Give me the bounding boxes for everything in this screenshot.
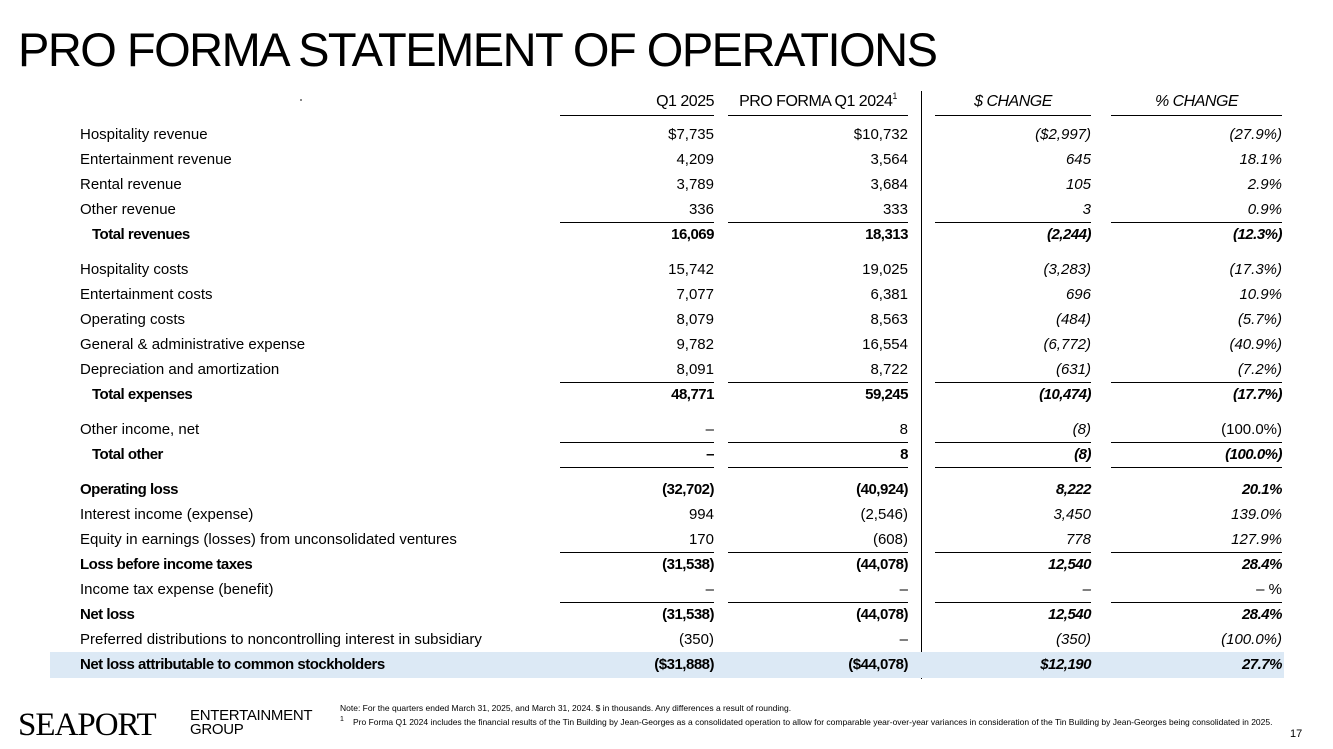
cell-pro-forma: – bbox=[899, 631, 908, 648]
row-label: Equity in earnings (losses) from unconsolidated ventures bbox=[80, 531, 457, 548]
cell-q1-2025: 15,742 bbox=[668, 261, 714, 278]
footnote-reference: 1 bbox=[892, 91, 897, 101]
column-header-pct-change: % CHANGE bbox=[1111, 91, 1282, 116]
cell-pro-forma: 59,245 bbox=[865, 386, 908, 403]
row-label: Total expenses bbox=[92, 386, 193, 403]
cell-q1-2025: (32,702) bbox=[662, 481, 714, 498]
table-row bbox=[0, 628, 1333, 653]
cell-pct-change: 10.9% bbox=[1239, 286, 1282, 303]
table-row bbox=[0, 503, 1333, 528]
cell-dollar-change: (350) bbox=[1055, 631, 1091, 648]
row-label: Total revenues bbox=[92, 226, 190, 243]
row-label: Total other bbox=[92, 446, 163, 463]
row-label: Hospitality costs bbox=[80, 261, 189, 278]
cell-dollar-change: 12,540 bbox=[1048, 606, 1091, 623]
cell-pro-forma: 333 bbox=[728, 198, 908, 223]
row-label: General & administrative expense bbox=[80, 336, 306, 353]
cell-dollar-change: $12,190 bbox=[1040, 656, 1091, 673]
table-row bbox=[0, 578, 1333, 603]
cell-pct-change: (100.0%) bbox=[1111, 418, 1282, 443]
cell-pro-forma: 3,564 bbox=[870, 151, 908, 168]
footnote-note: Note: For the quarters ended March 31, 2025, and March 31, 2024. $ in thousands. Any differences a result of rounding. bbox=[340, 703, 792, 713]
cell-pro-forma: 8 bbox=[728, 418, 908, 443]
cell-pct-change: (7.2%) bbox=[1111, 358, 1282, 383]
cell-q1-2025: 336 bbox=[560, 198, 714, 223]
cell-dollar-change: ($2,997) bbox=[1035, 126, 1091, 143]
row-label: Other revenue bbox=[80, 201, 176, 218]
cell-q1-2025: – bbox=[560, 418, 714, 443]
cell-dollar-change: (8) bbox=[935, 443, 1091, 468]
column-header-pro-forma bbox=[728, 91, 908, 116]
table-row bbox=[0, 258, 1333, 283]
row-label: Net loss attributable to common stockholders bbox=[80, 656, 385, 673]
cell-dollar-change: 105 bbox=[1065, 176, 1091, 193]
cell-dollar-change: (8) bbox=[935, 418, 1091, 443]
row-label: Income tax expense (benefit) bbox=[80, 581, 274, 598]
cell-pro-forma: 8,722 bbox=[728, 358, 908, 383]
cell-dollar-change: (484) bbox=[1055, 311, 1091, 328]
cell-q1-2025: 16,069 bbox=[671, 226, 714, 243]
cell-pct-change: (100.0%) bbox=[1221, 631, 1282, 648]
cell-pct-change: (17.3%) bbox=[1229, 261, 1282, 278]
cell-q1-2025: ($31,888) bbox=[654, 656, 714, 673]
cell-pro-forma: 16,554 bbox=[862, 336, 908, 353]
cell-pct-change: (12.3%) bbox=[1232, 226, 1282, 243]
cell-pro-forma: 8 bbox=[728, 443, 908, 468]
cell-pro-forma: – bbox=[728, 578, 908, 603]
cell-q1-2025: $7,735 bbox=[668, 126, 714, 143]
cell-pro-forma: 6,381 bbox=[870, 286, 908, 303]
cell-pct-change: (40.9%) bbox=[1229, 336, 1282, 353]
table-row bbox=[0, 333, 1333, 358]
page-number: 17 bbox=[1290, 728, 1303, 740]
table-row bbox=[0, 148, 1333, 173]
cell-dollar-change: (10,474) bbox=[1039, 386, 1091, 403]
cell-dollar-change: 3,450 bbox=[1053, 506, 1091, 523]
cell-pct-change: 2.9% bbox=[1247, 176, 1282, 193]
column-header-pro-forma-label: PRO FORMA Q1 2024 bbox=[739, 93, 893, 110]
table-row bbox=[0, 173, 1333, 198]
cell-q1-2025: 8,079 bbox=[676, 311, 714, 328]
cell-dollar-change: (631) bbox=[935, 358, 1091, 383]
table-row bbox=[0, 198, 1333, 223]
table-row-total bbox=[0, 223, 1333, 248]
cell-q1-2025: 48,771 bbox=[671, 386, 714, 403]
decorative-dot bbox=[300, 99, 302, 101]
table-row-net-loss-attributable bbox=[0, 653, 1333, 678]
cell-q1-2025: 7,077 bbox=[676, 286, 714, 303]
logo-subtitle bbox=[190, 709, 312, 737]
table-row-total bbox=[0, 383, 1333, 408]
row-label: Loss before income taxes bbox=[80, 556, 253, 573]
row-label: Operating loss bbox=[80, 481, 179, 498]
table-row bbox=[0, 283, 1333, 308]
row-label: Net loss bbox=[80, 606, 135, 623]
footnote-text: Pro Forma Q1 2024 includes the financial results of the Tin Building by Jean-Georges as a consolidated operation to allow for comparable year-over-year variances in consideration of the Tin Building by Jean-Georges being consolidated in 2025. bbox=[353, 717, 1273, 727]
cell-pro-forma: (44,078) bbox=[856, 606, 908, 623]
cell-pct-change: 18.1% bbox=[1239, 151, 1282, 168]
cell-pro-forma: ($44,078) bbox=[848, 656, 908, 673]
table-row-total bbox=[0, 443, 1333, 468]
logo-subtitle-line-1: ENTERTAINMENT bbox=[190, 707, 313, 724]
cell-pro-forma: $10,732 bbox=[853, 126, 908, 143]
cell-pct-change: 28.4% bbox=[1241, 556, 1282, 573]
row-label: Hospitality revenue bbox=[80, 126, 208, 143]
cell-q1-2025: – bbox=[560, 578, 714, 603]
row-label: Depreciation and amortization bbox=[80, 361, 280, 378]
row-label: Operating costs bbox=[80, 311, 186, 328]
cell-dollar-change: (3,283) bbox=[1043, 261, 1091, 278]
cell-q1-2025: – bbox=[560, 443, 714, 468]
cell-pro-forma: 8,563 bbox=[870, 311, 908, 328]
cell-dollar-change: 8,222 bbox=[1055, 481, 1091, 498]
cell-q1-2025: 4,209 bbox=[676, 151, 714, 168]
row-label: Rental revenue bbox=[80, 176, 182, 193]
cell-pct-change: (100.0%) bbox=[1111, 443, 1282, 468]
table-row bbox=[0, 358, 1333, 383]
cell-pct-change: 139.0% bbox=[1231, 506, 1282, 523]
cell-q1-2025: 994 bbox=[688, 506, 714, 523]
cell-dollar-change: – bbox=[935, 578, 1091, 603]
cell-pro-forma: (44,078) bbox=[856, 556, 908, 573]
column-header-q1-2025: Q1 2025 bbox=[560, 91, 714, 116]
table-row bbox=[0, 123, 1333, 148]
cell-pct-change: 28.4% bbox=[1241, 606, 1282, 623]
cell-pct-change: (5.7%) bbox=[1237, 311, 1282, 328]
page-title: PRO FORMA STATEMENT OF OPERATIONS bbox=[18, 23, 937, 76]
cell-q1-2025: 170 bbox=[560, 528, 714, 553]
cell-dollar-change: 696 bbox=[1065, 286, 1091, 303]
cell-dollar-change: (2,244) bbox=[1046, 226, 1091, 243]
table-row-subtotal bbox=[0, 553, 1333, 578]
cell-q1-2025: 8,091 bbox=[560, 358, 714, 383]
cell-pct-change: 0.9% bbox=[1111, 198, 1282, 223]
cell-pro-forma: (40,924) bbox=[856, 481, 908, 498]
cell-pct-change: 20.1% bbox=[1241, 481, 1282, 498]
table-row bbox=[0, 418, 1333, 443]
row-label: Entertainment costs bbox=[80, 286, 213, 303]
cell-pct-change: (17.7%) bbox=[1232, 386, 1282, 403]
cell-q1-2025: (31,538) bbox=[662, 606, 714, 623]
cell-dollar-change: (6,772) bbox=[1043, 336, 1091, 353]
logo-subtitle-line-2: GROUP bbox=[190, 721, 244, 738]
cell-pct-change: (27.9%) bbox=[1229, 126, 1282, 143]
column-header-dollar-change: $ CHANGE bbox=[935, 91, 1091, 116]
cell-pro-forma: 18,313 bbox=[865, 226, 908, 243]
row-label: Interest income (expense) bbox=[80, 506, 254, 523]
table-row bbox=[0, 308, 1333, 333]
cell-pct-change: – % bbox=[1111, 578, 1282, 603]
cell-q1-2025: (31,538) bbox=[662, 556, 714, 573]
cell-dollar-change: 12,540 bbox=[1048, 556, 1091, 573]
cell-pro-forma: 3,684 bbox=[870, 176, 908, 193]
table-row-subtotal bbox=[0, 478, 1333, 503]
cell-q1-2025: 9,782 bbox=[676, 336, 714, 353]
row-label: Entertainment revenue bbox=[80, 151, 232, 168]
cell-pct-change: 27.7% bbox=[1241, 656, 1282, 673]
cell-dollar-change: 778 bbox=[935, 528, 1091, 553]
table-row-subtotal bbox=[0, 603, 1333, 628]
cell-q1-2025: (350) bbox=[678, 631, 714, 648]
cell-pro-forma: (608) bbox=[728, 528, 908, 553]
cell-dollar-change: 645 bbox=[1065, 151, 1091, 168]
cell-dollar-change: 3 bbox=[935, 198, 1091, 223]
footnote-mark: 1 bbox=[340, 716, 344, 723]
row-label: Preferred distributions to noncontrolling interest in subsidiary bbox=[80, 631, 482, 648]
cell-pro-forma: 19,025 bbox=[862, 261, 908, 278]
cell-pct-change: 127.9% bbox=[1111, 528, 1282, 553]
logo-wordmark: SEAPORT bbox=[18, 707, 156, 743]
table-row bbox=[0, 528, 1333, 553]
cell-pro-forma: (2,546) bbox=[860, 506, 908, 523]
row-label: Other income, net bbox=[80, 421, 200, 438]
cell-q1-2025: 3,789 bbox=[676, 176, 714, 193]
